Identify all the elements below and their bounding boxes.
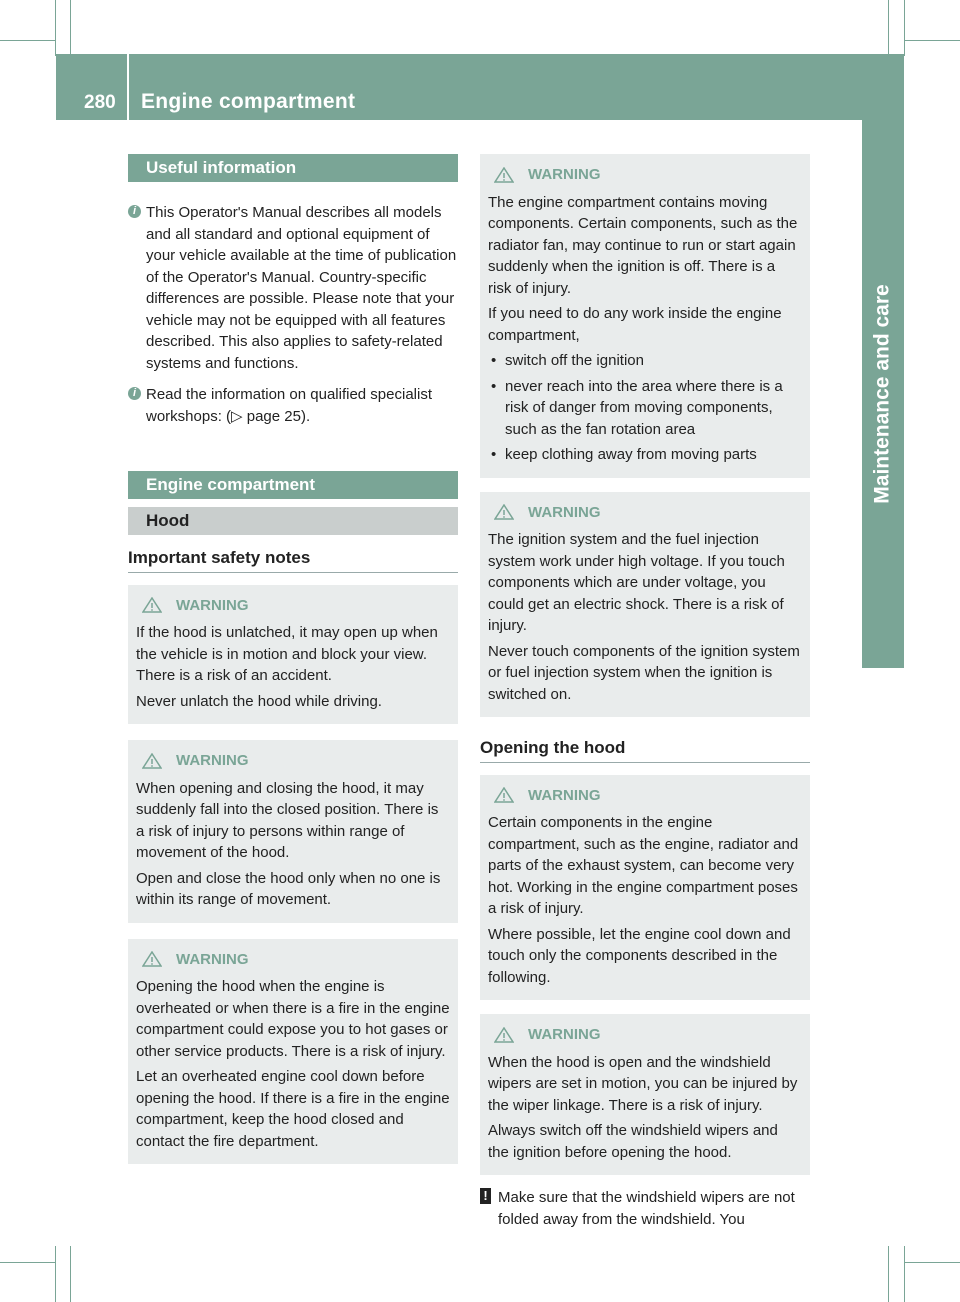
warning-header — [142, 750, 450, 772]
warning-text: Never touch components of the ignition system or fuel injection system when the ignition is switched on. — [488, 642, 800, 703]
warning-box — [128, 939, 458, 1165]
crop-mark — [55, 1246, 56, 1302]
warning-box — [128, 585, 458, 725]
warning-box — [480, 154, 810, 478]
exclamation-icon: ! — [480, 1188, 491, 1204]
warning-text: Where possible, let the engine cool down and touch only the components described in the following. — [488, 925, 791, 986]
warning-label: WARNING — [528, 503, 601, 521]
warning-text: If you need to do any work inside the engine compartment, — [488, 305, 782, 344]
crop-mark — [904, 1262, 960, 1263]
warning-triangle-icon — [142, 753, 162, 769]
info-icon: i — [128, 387, 141, 400]
warning-text: Always switch off the windshield wipers and the ignition before opening the hood. — [488, 1122, 778, 1161]
crop-mark — [904, 0, 905, 56]
crop-mark — [70, 0, 71, 56]
warning-label: WARNING — [176, 596, 249, 614]
warning-header — [494, 164, 802, 186]
warning-triangle-icon — [142, 951, 162, 967]
right-column — [480, 154, 810, 1230]
notice-note — [480, 1187, 810, 1230]
crop-mark — [888, 1246, 889, 1302]
warning-box — [480, 775, 810, 1001]
crop-mark — [904, 40, 960, 41]
crop-mark — [55, 0, 56, 56]
crop-mark — [0, 1262, 56, 1263]
crop-mark — [70, 1246, 71, 1302]
warning-bullet-list — [488, 350, 802, 466]
side-tab-label-wrap — [862, 120, 904, 668]
crop-mark — [904, 1246, 905, 1302]
info-text: Read the information on qualified specialist workshops: (▷ page 25). — [146, 386, 433, 425]
warning-header — [494, 1024, 802, 1046]
section-engine-compartment: Engine compartment — [128, 471, 458, 499]
list-item: • switch off the ignition — [488, 350, 802, 372]
warning-text: The ignition system and the fuel injection system work under high voltage. If you touch components which are under voltage, you could get an electric shock. There is a risk of injury. — [488, 531, 785, 634]
info-text: This Operator's Manual describes all models and all standard and optional equipment of your vehicle available at the time of publication of the Operator's Manual. Country-specific differences are possible. Please note that your vehicle may not be equipped with all features described. This also applies to safety-related systems and functions. — [146, 204, 457, 372]
warning-header — [142, 949, 450, 971]
heading-opening-the-hood: Opening the hood — [480, 737, 810, 763]
warning-label: WARNING — [176, 950, 249, 968]
warning-triangle-icon — [494, 167, 514, 183]
heading-important-safety-notes: Important safety notes — [128, 547, 458, 573]
warning-text: When opening and closing the hood, it may suddenly fall into the closed position. There is a risk of injury to persons within range of movement of the hood. — [136, 779, 439, 861]
warning-label: WARNING — [528, 166, 601, 183]
warning-box — [480, 1014, 810, 1175]
list-item: • never reach into the area where there is a risk of danger from moving components, such as the fan rotation area — [488, 376, 802, 441]
warning-text: Certain components in the engine compartment, such as the engine, radiator and parts of the exhaust system, can become very hot. Working in the engine compartment poses a risk of injury. — [488, 814, 799, 917]
warning-text: Opening the hood when the engine is overheated or when there is a fire in the engine compartment could expose you to hot gases or other service products. There is a risk of injury. — [136, 978, 450, 1060]
warning-header — [494, 785, 802, 807]
warning-text: When the hood is open and the windshield wipers are set in motion, you can be injured by the wiper linkage. There is a risk of injury. — [488, 1053, 798, 1114]
info-note — [128, 384, 458, 427]
info-note — [128, 202, 458, 374]
warning-text: If the hood is unlatched, it may open up when the vehicle is in motion and block your view. There is a risk of an accident. — [136, 624, 438, 684]
side-tab-label: Maintenance and care — [871, 284, 895, 504]
left-column — [128, 154, 458, 1164]
warning-header — [494, 502, 802, 524]
warning-label: WARNING — [176, 752, 249, 769]
warning-label: WARNING — [528, 1026, 601, 1043]
warning-triangle-icon — [494, 504, 514, 520]
notice-text: Make sure that the windshield wipers are not folded away from the windshield. You — [498, 1189, 795, 1228]
page-title: Engine compartment — [141, 90, 356, 113]
warning-text: Never unlatch the hood while driving. — [136, 692, 382, 710]
warning-triangle-icon — [494, 1027, 514, 1043]
header-divider — [127, 54, 129, 120]
info-icon: i — [128, 205, 141, 218]
crop-mark — [0, 40, 56, 41]
warning-box — [128, 740, 458, 923]
list-item: • keep clothing away from moving parts — [488, 444, 802, 466]
page-number: 280 — [84, 92, 116, 113]
section-useful-information: Useful information — [128, 154, 458, 182]
warning-text: Open and close the hood only when no one is within its range of movement. — [136, 869, 441, 908]
warning-box — [480, 492, 810, 718]
crop-mark — [888, 0, 889, 56]
warning-header — [142, 595, 450, 617]
warning-text: Let an overheated engine cool down before opening the hood. If there is a fire in the engine compartment, keep the hood closed and contact the fire department. — [136, 1068, 450, 1150]
warning-triangle-icon — [494, 787, 514, 803]
warning-text: The engine compartment contains moving components. Certain components, such as the radiator fan, may continue to run or start again suddenly when the ignition is off. There is a risk of injury. — [488, 193, 798, 297]
warning-triangle-icon — [142, 597, 162, 613]
warning-label: WARNING — [528, 786, 601, 804]
subsection-hood: Hood — [128, 507, 458, 535]
